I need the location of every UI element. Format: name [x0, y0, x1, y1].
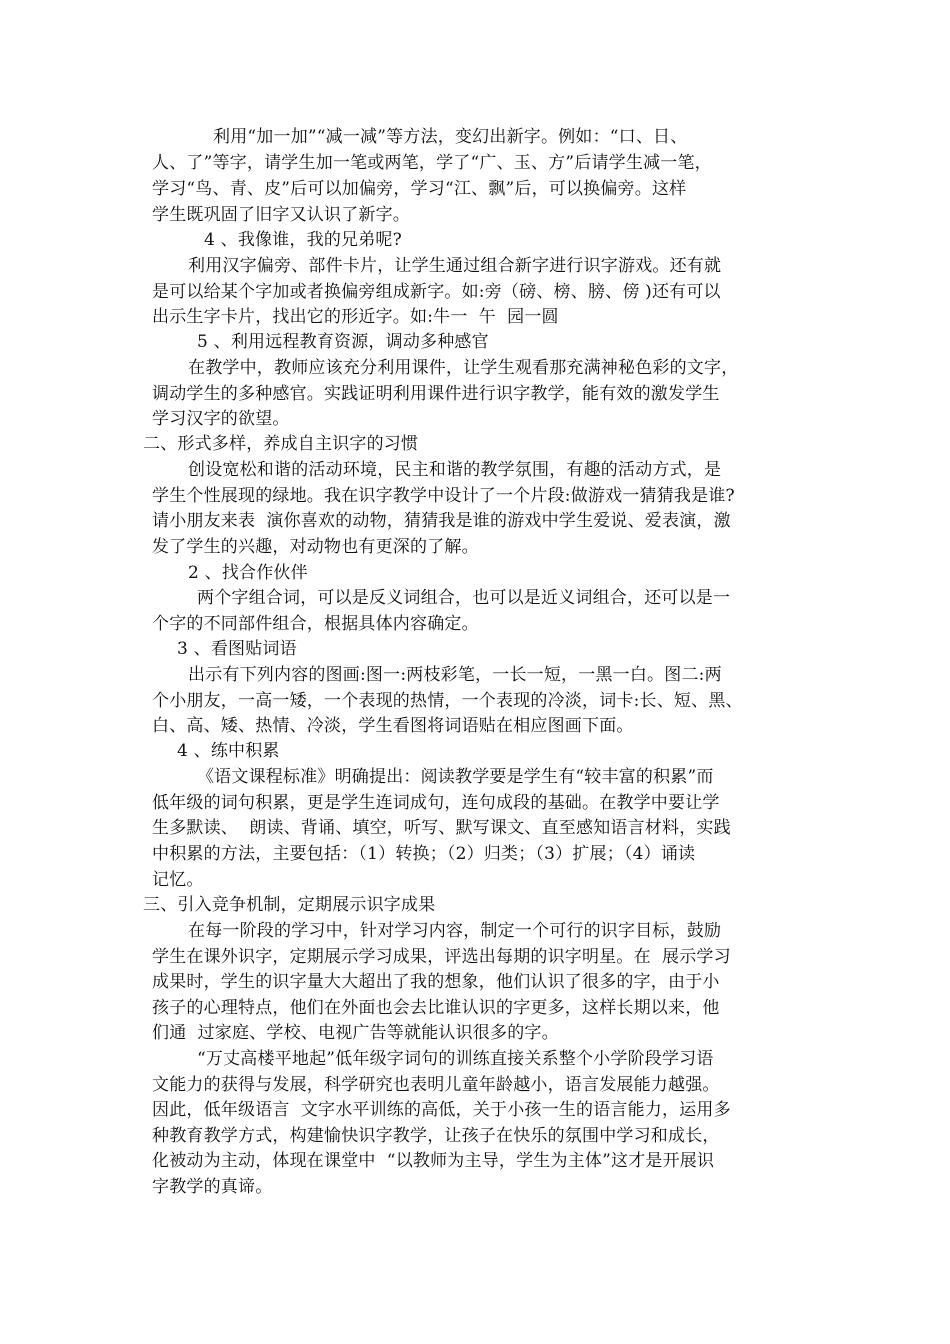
text-line: 学生在课外识字，定期展示学习成果，评选出每期的识字明星。在 展示学习 — [152, 947, 731, 967]
text-line: 生多默读、 朗读、背诵、填空，听写、默写课文、直至感知语言材料，实践 — [152, 818, 731, 838]
section-heading: 3 、看图贴词语 — [177, 639, 297, 659]
section-heading: 2 、找合作伙伴 — [188, 563, 308, 583]
text-line: 学习“鸟、青、皮”后可以加偏旁，学习“江、飘”后，可以换偏旁。这样 — [152, 179, 687, 199]
text-line: 字教学的真谛。 — [152, 1177, 273, 1197]
text-line: 学生既巩固了旧字又认识了新字。 — [152, 205, 410, 225]
text-line: 人、了”等字，请学生加一笔或两笔，学了“广、玉、方”后请学生减一笔， — [152, 153, 712, 173]
text-line: 学生个性展现的绿地。我在识字教学中设计了一个片段:做游戏一猜猜我是谁? — [152, 486, 735, 506]
section-heading: 4 、练中积累 — [177, 741, 280, 761]
text-line: 利用汉字偏旁、部件卡片，让学生通过组合新字进行识字游戏。还有就 — [188, 256, 722, 276]
text-line: 《语文课程标准》明确提出：阅读教学要是学生有“较丰富的积累”而 — [197, 767, 714, 787]
text-line: 白、高、矮、热情、冷淡，学生看图将词语贴在相应图画下面。 — [152, 716, 634, 736]
text-line: 们通 过家庭、学校、电视广告等就能认识很多的字。 — [152, 1023, 559, 1043]
text-line: 成果时，学生的识字量大大超出了我的想象，他们认识了很多的字，由于小 — [152, 972, 720, 992]
text-line: 出示生字卡片，找出它的形近字。如:牛一 午 园一圆 — [152, 307, 559, 327]
chapter-heading: 二、形式多样，养成自主识字的习惯 — [143, 434, 419, 454]
text-line: 个字的不同部件组合，根据具体内容确定。 — [152, 614, 479, 634]
text-line: 化被动为主动，体现在课堂中 “以教师为主导，学生为主体”这才是开展识 — [152, 1151, 715, 1171]
text-line: 利用“加一加”“减一减”等方法，变幻出新字。例如：“口、日、 — [213, 127, 688, 147]
text-line: 因此，低年级语言 文字水平训练的高低，关于小孩一生的语言能力，运用多 — [152, 1100, 731, 1120]
text-line: 中积累的方法，主要包括：（1）转换；（2）归类；（3）扩展；（4）诵读 — [152, 844, 696, 864]
text-line: 两个字组合词，可以是反义词组合，也可以是近义词组合，还可以是一 — [197, 588, 731, 608]
text-line: 是可以给某个字加或者换偏旁组成新字。如:旁（磅、榜、膀、傍 )还有可以 — [152, 282, 721, 302]
text-line: 个小朋友，一高一矮，一个表现的热情，一个表现的冷淡，词卡:长、短、黑、 — [152, 691, 743, 711]
text-line: 调动学生的多种感官。实践证明利用课件进行识字教学，能有效的激发学生 — [152, 384, 720, 404]
text-line: 学习汉字的欲望。 — [152, 409, 290, 429]
section-heading: 4 、我像谁，我的兄弟呢? — [204, 230, 402, 250]
text-line: 请小朋友来表 演你喜欢的动物，猜猜我是谁的游戏中学生爱说、爱表演，激 — [152, 511, 731, 531]
text-line: 在每一阶段的学习中，针对学习内容，制定一个可行的识字目标，鼓励 — [188, 921, 722, 941]
text-line: “万丈高楼平地起”低年级字词句的训练直接关系整个小学阶段学习语 — [197, 1049, 714, 1069]
text-line: 种教育教学方式，构建愉快识字教学，让孩子在快乐的氛围中学习和成长， — [152, 1126, 720, 1146]
text-line: 发了学生的兴趣，对动物也有更深的了解。 — [152, 537, 479, 557]
text-line: 记忆。 — [152, 870, 204, 890]
text-line: 低年级的词句积累，更是学生连词成句，连句成段的基础。在教学中要让学 — [152, 793, 720, 813]
text-line: 文能力的获得与发展，科学研究也表明儿童年龄越小，语言发展能力越强。 — [152, 1075, 720, 1095]
text-line: 孩子的心理特点，他们在外面也会去比谁认识的字更多，这样长期以来，他 — [152, 998, 720, 1018]
text-line: 在教学中，教师应该充分利用课件，让学生观看那充满神秘色彩的文字， — [188, 358, 739, 378]
section-heading: 5 、利用远程教育资源，调动多种感官 — [197, 332, 489, 352]
chapter-heading: 三、引入竞争机制，定期展示识字成果 — [143, 895, 436, 915]
text-line: 出示有下列内容的图画:图一:两枝彩笔，一长一短，一黑一白。图二:两 — [188, 665, 722, 685]
text-line: 创设宽松和谐的活动环境，民主和谐的教学氛围，有趣的活动方式，是 — [188, 460, 722, 480]
